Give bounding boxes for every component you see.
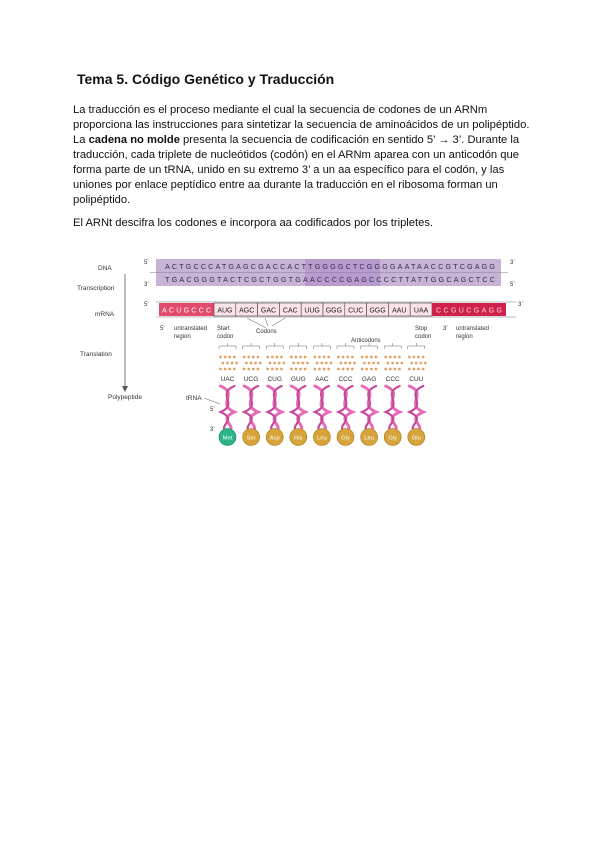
dot (243, 368, 246, 371)
anticodon-7: GAG (361, 376, 377, 383)
trna-molecules (219, 376, 425, 446)
dot (282, 362, 285, 365)
amino-acid-label-1: Met (222, 435, 233, 442)
annot-start-word2: codon (217, 334, 234, 340)
dot (266, 356, 269, 359)
dot (353, 362, 356, 365)
dot (257, 356, 260, 359)
dot (361, 368, 364, 371)
dot (375, 356, 378, 359)
dot (389, 368, 392, 371)
anticodon-3: CUG (267, 376, 282, 383)
bracket-2 (243, 346, 260, 349)
annot-utr3-word1: untranslated (456, 326, 490, 332)
mrna-utr3-sequence: CCGUCGAGG (436, 307, 502, 315)
amino-acid-label-3: Asp (269, 435, 280, 442)
dot (396, 362, 399, 365)
dot (226, 362, 229, 365)
dot (337, 356, 340, 359)
dot (394, 368, 397, 371)
dot (318, 356, 321, 359)
dot (221, 362, 224, 365)
dot (243, 356, 246, 359)
dot (233, 356, 236, 359)
translation-diagram (70, 248, 530, 453)
dot (231, 362, 234, 365)
trna-pointer (204, 398, 220, 404)
dot (330, 362, 333, 365)
dot (271, 356, 274, 359)
label-polypeptide: Polypeptide (108, 394, 142, 401)
dot (408, 356, 411, 359)
dot (408, 368, 411, 371)
dot (247, 356, 250, 359)
dot (299, 356, 302, 359)
dna-bottom-three: 3’ (144, 282, 149, 288)
dot (417, 368, 420, 371)
amino-acid-label-8: Gly (388, 435, 398, 442)
annot-utr3-end: 3’ (443, 326, 448, 332)
dot (228, 356, 231, 359)
dot (233, 368, 236, 371)
bracket-8 (384, 346, 401, 349)
annot-stop-word2: codon (415, 334, 432, 340)
dna-bottom-five: 5’ (510, 282, 515, 288)
annot-start-word1: Start (217, 326, 230, 332)
annot-utr5-end: 5’ (160, 326, 165, 332)
dna-top-sequence: ACTGCCCATGAGCGACCACTTGGGGCTCGGGGAATAACCGTCGAGG (165, 262, 495, 271)
dot (325, 362, 328, 365)
dot (224, 368, 227, 371)
dot (391, 362, 394, 365)
dot (219, 356, 222, 359)
dot (342, 368, 345, 371)
dot (389, 356, 392, 359)
dot (228, 368, 231, 371)
dot (351, 368, 354, 371)
dot (273, 362, 276, 365)
anticodon-1: UAC (220, 376, 235, 383)
dot (304, 368, 307, 371)
dot (375, 368, 378, 371)
dot (299, 368, 302, 371)
anticodon-6: CCC (338, 376, 353, 383)
amino-acid-label-2: Ser (246, 435, 256, 442)
codon-text-9: AAU (392, 307, 407, 315)
dot (297, 362, 300, 365)
dna-top-five: 5’ (144, 260, 149, 266)
dot (280, 356, 283, 359)
codon-text-4: CAC (282, 307, 298, 315)
dot (269, 362, 272, 365)
bracket-1 (219, 346, 236, 349)
dot (276, 368, 279, 371)
dot (266, 368, 269, 371)
dot (323, 368, 326, 371)
bracket-7 (361, 346, 378, 349)
page-title: Tema 5. Código Genético y Traducción (77, 71, 335, 87)
bracket-5 (313, 346, 330, 349)
dot (410, 362, 413, 365)
dot (271, 368, 274, 371)
dot (339, 362, 342, 365)
dot (252, 356, 255, 359)
codon-pointer-lines (247, 318, 285, 328)
codon-text-2: AGC (239, 307, 255, 315)
dot (398, 368, 401, 371)
dot (290, 368, 293, 371)
dot (304, 356, 307, 359)
codon-text-5: UUG (304, 307, 320, 315)
dot (398, 356, 401, 359)
dot (259, 362, 262, 365)
codon-text-8: GGG (369, 307, 386, 315)
dot (337, 368, 340, 371)
label-trna: tRNA (186, 395, 202, 402)
dot (363, 362, 366, 365)
dot (415, 362, 418, 365)
dot (384, 368, 387, 371)
dot (384, 356, 387, 359)
annot-utr5-word2: region (174, 334, 191, 340)
paragraph-translation-intro (73, 103, 533, 208)
amino-acid-label-7: Leu (364, 435, 374, 442)
annot-utr3-word2: region (456, 334, 473, 340)
dot (372, 362, 375, 365)
dot (365, 356, 368, 359)
dot (245, 362, 248, 365)
dot (280, 368, 283, 371)
anticodon-9: CUU (409, 376, 424, 383)
amino-acid-label-6: Gly (341, 435, 350, 442)
dot (235, 362, 238, 365)
mrna-five: 5’ (144, 302, 149, 308)
bracket-3 (266, 346, 283, 349)
anticodon-8: CCC (385, 376, 400, 383)
dot (219, 368, 222, 371)
dot (327, 368, 330, 371)
codon-text-6: GGG (325, 307, 343, 315)
label-translation: Translation (80, 351, 112, 358)
codon-text-1: AUG (217, 307, 233, 315)
dot (419, 362, 422, 365)
dot (247, 368, 250, 371)
dot (314, 368, 317, 371)
dot (361, 356, 364, 359)
bracket-4 (290, 346, 307, 349)
dot (344, 362, 347, 365)
dot (295, 368, 298, 371)
label-mrna: mRNA (95, 311, 115, 318)
mrna-three: 3’ (518, 302, 523, 308)
dot (327, 356, 330, 359)
dot (316, 362, 319, 365)
codon-text-3: GAC (260, 307, 277, 315)
dot (320, 362, 323, 365)
annot-utr5-word1: untranslated (174, 326, 208, 332)
dot (413, 356, 416, 359)
dna-bottom-sequence: TGACGGGTACTCGCTGGTGAACCCCGAGCCCCTTATTGGCAGCTCC (165, 275, 495, 284)
codon-brackets (219, 343, 425, 349)
bracket-6 (337, 346, 354, 349)
trna-three-end: 3’ (210, 427, 215, 433)
dot (295, 356, 298, 359)
dot (413, 368, 416, 371)
dot (314, 356, 317, 359)
dot (290, 356, 293, 359)
dot (422, 368, 425, 371)
label-transcription: Transcription (77, 285, 115, 292)
dot (370, 368, 373, 371)
dot (250, 362, 253, 365)
ribosome-dots (219, 356, 427, 371)
dot (252, 368, 255, 371)
dot (377, 362, 380, 365)
dot (346, 356, 349, 359)
dot (349, 362, 352, 365)
bracket-9 (408, 346, 425, 349)
dot (301, 362, 304, 365)
trna-five-end: 5’ (210, 407, 215, 413)
dot (276, 356, 279, 359)
dot (368, 362, 371, 365)
amino-acid-label-4: His (294, 435, 303, 442)
annot-codons: Codons (256, 329, 277, 335)
dot (365, 368, 368, 371)
anticodon-4: GUG (290, 376, 306, 383)
paragraph-text-1: La traducción es el proceso mediante el cual la secuencia de codones de un ARNm proporciona las instrucciones para sintetizar la secuencia de aminoácidos de un polipéptido. La (73, 104, 530, 146)
dot (394, 356, 397, 359)
annot-stop-word1: Stop (415, 326, 428, 332)
dot (292, 362, 295, 365)
dot (370, 356, 373, 359)
paragraph-text-2: presenta la secuencia de codificación en sentido 5’ → 3’. Durante la traducción, cada triplete de nucleótidos (codón) en el ARNm aparea con un anticodón que forma parte de un tRNA, unido en su extremo 3’ a un aa específico para el codón, y las uniones por enlace peptídico entre aa durante la traducción en el ribosoma forman un polipéptido. (73, 134, 520, 206)
codon-text-10: UAA (413, 307, 429, 315)
anticodon-2: UCG (243, 376, 259, 383)
translation-figure (70, 248, 530, 453)
dot (387, 362, 390, 365)
dot (424, 362, 427, 365)
dna-top-three: 3’ (510, 260, 515, 266)
dot (306, 362, 309, 365)
dot (351, 356, 354, 359)
amino-acid-label-9: Glu (411, 435, 421, 442)
dot (417, 356, 420, 359)
mrna-codons (214, 303, 432, 316)
dot (257, 368, 260, 371)
dot (346, 368, 349, 371)
dot (278, 362, 281, 365)
amino-acid-label-5: Leu (317, 435, 327, 442)
paragraph-trna-summary: El ARNt descifra los codones e incorpora aa codificados por los tripletes. (73, 217, 434, 229)
paragraph-bold-term: cadena no molde (88, 134, 180, 146)
mrna-utr5-sequence: ACUGCCC (162, 307, 211, 315)
label-dna: DNA (98, 265, 112, 272)
dot (342, 356, 345, 359)
dot (400, 362, 403, 365)
dot (323, 356, 326, 359)
dot (318, 368, 321, 371)
dot (422, 356, 425, 359)
annot-anticodons: Anticodons (351, 338, 381, 344)
codon-text-7: CUC (348, 307, 364, 315)
dot (254, 362, 257, 365)
flow-arrow-head (122, 386, 128, 392)
dot (224, 356, 227, 359)
anticodon-5: AAC (315, 376, 329, 383)
